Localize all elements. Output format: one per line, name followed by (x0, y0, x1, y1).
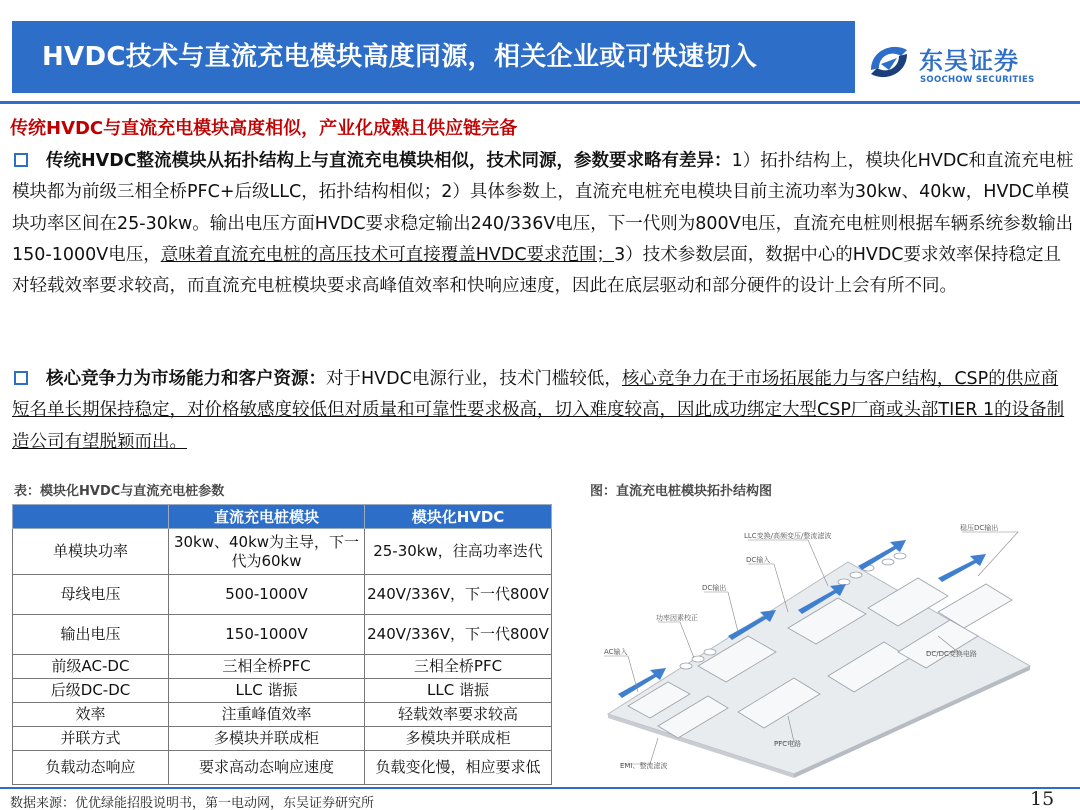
square-bullet-icon (14, 153, 28, 167)
table-cell: 注重峰值效率 (169, 703, 365, 727)
table-cell: 240V/336V，下一代800V (365, 615, 552, 655)
figure-caption: 图：直流充电桩模块拓扑结构图 (590, 484, 773, 499)
capacitor (894, 553, 906, 559)
capacitor (850, 572, 862, 578)
table-header-row (13, 505, 552, 529)
company-logo (867, 40, 1067, 90)
table-cell: 输出电压 (13, 615, 169, 655)
square-bullet-icon (14, 371, 28, 385)
table-row (13, 529, 552, 575)
page-title: HVDC技术与直流充电模块高度同源，相关企业或可快速切入 (42, 42, 757, 72)
table-cell: 轻载效率要求较高 (365, 703, 552, 727)
callout-line (658, 622, 694, 658)
paragraph-lead: 核心竞争力为市场能力和客户资源： (46, 369, 326, 389)
paragraph-text: 对于HVDC电源行业，技术门槛较低， (326, 369, 622, 389)
flow-arrow (938, 554, 986, 582)
label-llc: LLC变换/高频变压/整流滤波 (744, 532, 832, 540)
logo-english-name: SOOCHOW SECURITIES (920, 75, 1035, 85)
table-row (13, 575, 552, 615)
logo-chinese-name: 东吴证券 (919, 47, 1019, 75)
label-dc-output: DC输出 (702, 584, 727, 592)
table-row (13, 679, 552, 703)
table-cell: 前级AC-DC (13, 655, 169, 679)
paragraph-highlight: 意味着直流充电桩的高压技术可直接覆盖HVDC要求范围； (160, 244, 615, 265)
paragraph-text: 1）拓扑结构上，模块化HVDC和直流充电桩模块都为前级三相全桥PFC+后级LLC，拓扑结构相似；2）具体参数上，直流充电桩充电模块目前主流功率为30kw、40kw，HVDC单模块功率区间在25-30kw。输出电压方面HVDC要求稳定输出240/336V电压，下一代则为800V电压，直流充电桩则根据车辆系统参数输出150-1000V电压， (12, 151, 1074, 265)
capacitor (882, 559, 894, 565)
table-cell: 后级DC-DC (13, 679, 169, 703)
label-emi-filter: EMI、整流滤波 (620, 762, 668, 770)
table-cell: 500-1000V (169, 575, 365, 615)
label-ac-input: AC输入 (604, 648, 628, 656)
soochow-logo-icon (867, 40, 911, 84)
table-header-cell: 直流充电桩模块 (169, 505, 365, 529)
table-cell: 负载动态响应 (13, 751, 169, 785)
circuit-board (608, 562, 1030, 774)
table-cell: 150-1000V (169, 615, 365, 655)
paragraph-text: 3）技术参数层面，数据中心的HVDC要求效率保持稳定且对轻载效率要求较高，而直流充电桩模块要求高峰值效率和快响应速度，因此在底层驱动和部分硬件的设计上会有所不同。 (12, 244, 1062, 297)
label-pfc-correction: 功率因素校正 (656, 614, 698, 622)
callout-line (620, 738, 658, 764)
table-cell: 三相全桥PFC (365, 655, 552, 679)
table-row (13, 655, 552, 679)
table-header-cell (13, 505, 169, 529)
capacitor (838, 579, 850, 585)
table-cell: LLC 谐振 (169, 679, 365, 703)
table-caption: 表：模块化HVDC与直流充电桩参数 (14, 484, 225, 499)
section-subtitle: 传统HVDC与直流充电模块高度相似，产业化成熟且供应链完备 (10, 118, 518, 139)
table-cell: 240V/336V，下一代800V (365, 575, 552, 615)
label-dcdc-circuit: DC/DC变换电路 (926, 650, 977, 658)
capacitor (680, 663, 692, 669)
label-pfc-circuit: PFC电路 (774, 740, 802, 748)
data-source: 数据来源：优优绿能招股说明书，第一电动网，东吴证券研究所 (10, 796, 375, 810)
table-header-cell: 模块化HVDC (365, 505, 552, 529)
footer-divider (0, 787, 1080, 789)
table-cell: 母线电压 (13, 575, 169, 615)
table-cell: 30kw、40kw为主导，下一代为60kw (169, 529, 365, 575)
table-cell: 25-30kw，往高功率迭代 (365, 529, 552, 575)
callout-line (704, 592, 738, 632)
table-cell: 要求高动态响应速度 (169, 751, 365, 785)
bullet-paragraph-topology (12, 146, 1074, 302)
charging-module-topology-diagram (598, 516, 1036, 778)
table-row (13, 703, 552, 727)
paragraph-highlight: 核心竞争力在于市场拓展能力与客户结构，CSP的供应商短名单长期保持稳定，对价格敏感度较低但对质量和可靠性要求极高，切入难度较高，因此成功绑定大型CSP厂商或头部TIER 1的设备制造公司有望脱颖而出。 (12, 369, 1065, 452)
capacitor (704, 649, 716, 655)
page-number: 15 (1030, 788, 1055, 810)
label-dc-input: DC输入 (746, 556, 771, 564)
table-cell: 三相全桥PFC (169, 655, 365, 679)
table-cell: 负载变化慢，相应要求低 (365, 751, 552, 785)
table-cell: 多模块并联成柜 (169, 727, 365, 751)
table-row (13, 751, 552, 785)
table-cell: 单模块功率 (13, 529, 169, 575)
table-row (13, 615, 552, 655)
table-cell: LLC 谐振 (365, 679, 552, 703)
title-bar (12, 21, 855, 93)
table-cell: 效率 (13, 703, 169, 727)
table-cell: 并联方式 (13, 727, 169, 751)
table-row (13, 727, 552, 751)
header-divider (0, 101, 1080, 104)
bullet-paragraph-competitiveness (12, 364, 1074, 458)
table-cell: 多模块并联成柜 (365, 727, 552, 751)
callout-line (962, 532, 1018, 576)
label-stable-dc-output: 稳压DC输出 (960, 524, 999, 532)
parameter-table (12, 504, 552, 785)
paragraph-lead: 传统HVDC整流模块从拓扑结构上与直流充电模块相似，技术同源，参数要求略有差异： (46, 151, 732, 171)
